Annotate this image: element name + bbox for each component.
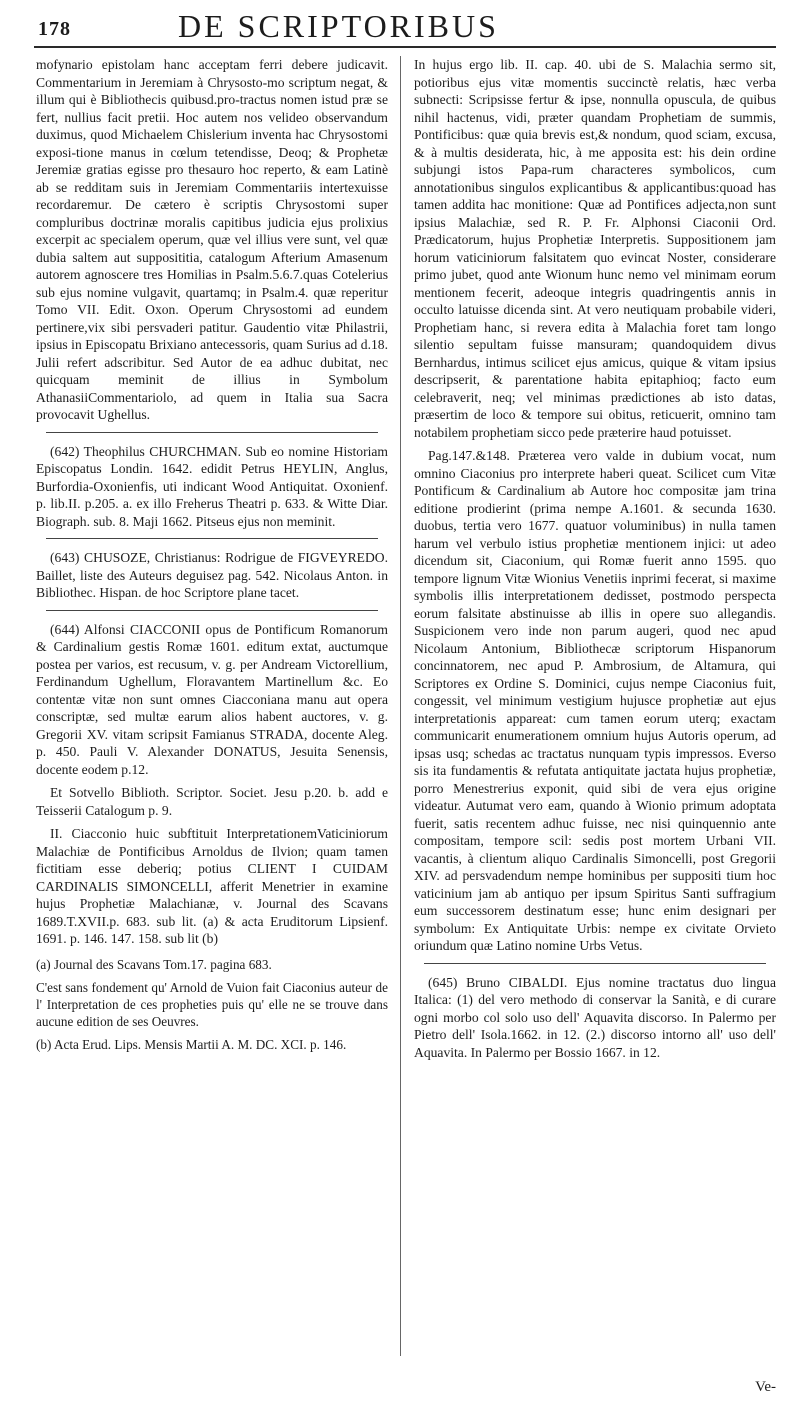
- page-header: [28, 6, 776, 42]
- entry-divider: [46, 610, 378, 611]
- entry-645: (645) Bruno CIBALDI. Ejus nomine tractatus duo lingua Italica: (1) del vero methodo di conservar la Sanità, e di curare ogni morbo col solo uso dell' Aquavita discorso. In Palermo per Pietro dell' Isola.1662. in 12. (2.) discorso intorno all' uso dell' Aquavita. In Palermo per Bossio 1667. in 12.: [414, 974, 776, 1060]
- header-rule: [34, 46, 776, 48]
- paragraph-chrysostom: mofynario epistolam hanc acceptam ferri debere judicavit. Commentarium in Jeremiam à Chrysosto-mo scriptum negat, & illum qui è Bibliothecis quibusd.pro-tractus nomen istud præ se fert, nullius facit pretii. Hoc autem nos velideo observandum duximus, quod Michaelem Chislerium inventa hac Chrysostomi exposi-tione manus in cœlum tetendisse, Deoq; & Prophetæ Jeremiæ gratias egisse pro thesauro hoc reperto, & eam Latinè ab se redditam suis in Jeremiam Commentariis intertexuisse recordaremur. De cætero è scriptis Chrysostomi super compluribus doctrinæ moralis capitibus judicia ejus prolixius excerpit ac specialem operum, quæ vel illius vere sunt, vel quæ dubia saltem aut supposititia, catalogum Afterium Amasenum autorem agnoscere tres Homilias in Psalm.5.6.7.quas Cotelerius sub ejus nomine vulgavit, quartamq; in Psalm.4. quæ reperitur Tomo VII. Edit. Oxon. Operum Chrysostomi ad eundem pertinere,vix sibi persvaderi patitur. Gaudentio vitæ Philastrii, ipsius in Episcopatu Brixiano antecessoris, quam Surius ad d.18. Julii refert adscribitur. Sed Autor de ea adhuc dubitat, nec quicquam meminit de illius in Symbolum AthanasiiCommentariolo, ad quem in Italia sua Sacra provocavit Ughellus.: [36, 57, 388, 422]
- footnote-a: (a) Journal des Scavans Tom.17. pagina 683.: [36, 956, 272, 972]
- paragraph-page-147: Pag.147.&148. Præterea vero valde in dubium vocat, num omnino Ciaconius pro interprete haberi queat. Scilicet cum Vitæ Pontificum & Cardinalium ab Autore hoc compositæ jam trina editione prodierint (prima nempe A.1601. & secunda 1630. duobus, tertia vero 1677. quatuor voluminibus) in nulla tamen harum vel verbulo istius prophetiæ mentionem injici: ut adeo dicendum sit, Ciaconium, qui Romæ fuerit anno 1595. quo tempore lignum Vitæ Wionius Venetiis inprimi fecerat, si maxime symbolis illis interpretationem dedisset, postmodo perspecta eorum falsitate abstinuisse ab illis in opere suo allegandis. Suspicionem vero inde non parum augeri, quod nec apud Nicolaum Antonium, Bibliothecæ scriptorum Hispanorum concinnatorem, nec apud P. Ambrosium, de Altamura, qui Scriptores ex Ordine S. Dominici, cujus nempe Ciaconius fuit, congessit, vel minimum vestigium hujusce prophetiæ aut ejus interpretationis appareat: cum tamen eorum uterq; exactam communicarit enumerationem omnium hujus Autoris operum, ad ipsas usq; schedas ac tractatus nunquam typis impressos. Everso sis ita fundamentis & refutata antiquitate jactata hujus prophetiæ, porro Menestrerius exponit, quid sibi de vera ejus origine videatur. Autumat vero eam, quando à Wionio primum adoptata fuerit, satis recentem adhuc fuisse, nec nisi quinquennio ante compositam, tempore scil: sedis post mortem Urbani VII. vacantis, à clientum aliquo Cardinalis Simoncelli, post Gregorii XIV. ad persvadendum nempe hominibus per suppositi tium hoc vaticinium jam ab antiquo per ipsum Spiritus Santi suffragium eum successorem destinatum esse; hunc enim designari per symbolum: Ex Antiquitate Urbis: nempe ex civitate Orvieto oriundum quæ Latino nomine Urbs Vetus.: [414, 448, 776, 953]
- footnotes: [36, 956, 388, 1053]
- left-column: [36, 56, 388, 1059]
- entry-644-sotvello: Et Sotvello Biblioth. Scriptor. Societ. Jesu p.20. b. add e Teisserii Catalogum p. 9.: [36, 785, 388, 818]
- entry-divider: [46, 538, 378, 539]
- footnote-a-quote: C'est sans fondement qu' Arnold de Vuion fait Ciaconius auteur de l' Interpretation de ces propheties puis qu' elle ne se trouve dans aucune edition de ses Oeuvres.: [36, 979, 388, 1029]
- entry-643: (643) CHUSOZE, Christianus: Rodrigue de FIGVEYREDO. Baillet, liste des Auteurs deguisez pag. 542. Nicolaus Anton. in Bibliothec. Hispan. de hoc Scriptore plane tacet.: [36, 550, 388, 600]
- catchword: Ve-: [755, 1379, 776, 1395]
- right-column: [414, 56, 776, 1067]
- entry-642: (642) Theophilus CHURCHMAN. Sub eo nomine Historiam Episcopatus Londin. 1642. edidit Petrus HEYLIN, Anglus, Burfordia-Oxonienfis, uti indicant Wood Antiquitat. Oxonienf. p. lib.II. p.205. a. ex illo Freherus Theatri p. 633. & Witte Diar. Biograph. sub. 8. Maji 1662. Pitseus ejus non meminit.: [36, 443, 388, 529]
- entry-644-part-ii: II. Ciacconio huic subftituit InterpretationemVaticiniorum Malachiæ de Pontificibus Arnoldus de Ilvion; quam tamen fictitiam esse deberiq; potius CLIENT I CUIDAM CARDINALIS SIMONCELLI, afferit Menetrier in examine hujus Prophetiæ Malachianæ, v. Journal des Scavans 1689.T.XVII.p. 683. sub lit. (a) & acta Eruditorum Lipsienf. 1691. p. 146. 147. 158. sub lit (b): [36, 826, 388, 946]
- entry-644: (644) Alfonsi CIACCONII opus de Pontificum Romanorum & Cardinalium gestis Romæ 1601. editum extat, auctumque postea per varios, est recusum, v. g. per Andream Victorellium, Ferdinandum Ughellum, Floravantem Martinellum &c. Eo contentæ vitæ non sunt omnes Ciacconiana manu aut opera conscriptæ, sed multæ earum alios habent auctores, v. g. Gregorii XV. vitam scripsit Famianus STRADA, docente Aleg. p. 450. Pauli V. Alexander DONATUS, Jesuita Senensis, docente eodem p.12.: [36, 621, 388, 777]
- paragraph-malachia: In hujus ergo lib. II. cap. 40. ubi de S. Malachia sermo sit, potioribus ejus vitæ momentis succinctè relatis, hæc verba subnecti: Scripsisse fertur & ipse, nonnulla opuscula, de quibus nihil hactenus, vidi, præter quandam Prophetiam de summis, Pontificibus: quæ quia brevis est,& nondum, quod sciam, excusa, & à multis desiderata, hic, à me apposita est: his dein ordine subjungi istos Papa-rum characteres symbolicos, cum annotationibus singulos explicantibus & applicantibus:quoad has tamen addita hac monitione: Quæ ad Pontifices adjecta,non sunt ipsius Malachiæ, sed R. P. Fr. Alphonsi Ciaconii Ord. Prædicatorum, hujus Prophetiæ Interpretis. Suppositionem jam horum vaticiniorum falsitatem quo evincat Noster, considerare primo jubet, quod ante Wionum hunc nemo vel minimam eorum mentionem fecerit, adeoque integris quadringentis annis in occulto latuisse dicenda sint. At vero neutiquam probabile videri, Prophetiam hanc, si revera edita à Malachia foret tam longo silentio sepultam fuisse mansuram; quandoquidem divus Bernhardus, intimus scilicet ejus amicus, quique & vitam ipsius descripserit, & parentatione habita epitaphioq; facto eum celebraverit, neq; vel minimas prædictiones ab isto datas, præsertim de loco & tempore sui obitus, reticuerit, omnino tam notabilem prophetiam sicco pede præterire haud potuisset.: [414, 57, 776, 440]
- page-number: 178: [38, 18, 71, 40]
- running-title: DE SCRIPTORIBUS: [178, 8, 499, 44]
- footnote-b: (b) Acta Erud. Lips. Mensis Martii A. M. DC. XCI. p. 146.: [36, 1036, 347, 1052]
- entry-divider: [424, 963, 766, 964]
- entry-divider: [46, 432, 378, 433]
